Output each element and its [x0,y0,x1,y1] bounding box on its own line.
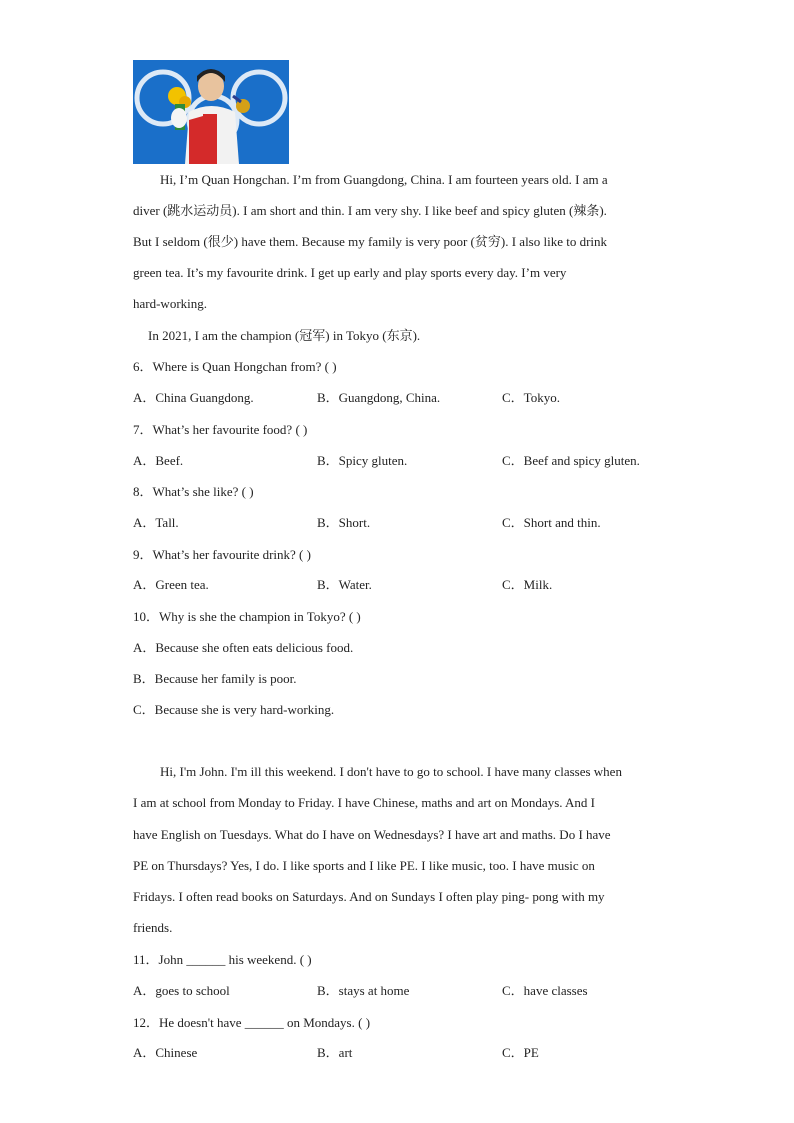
q7-option-c[interactable]: C．Beef and spicy gluten. [502,453,640,468]
passage2-line-2: I am at school from Monday to Friday. I have Chinese, maths and art on Mondays. And I [133,795,596,810]
question-9: 9．What’s her favourite drink? ( ) [133,547,311,562]
q7-option-a[interactable]: A．Beef. [133,453,184,468]
question-6: 6．Where is Quan Hongchan from? ( ) [133,359,337,374]
q6-option-b[interactable]: B．Guangdong, China. [317,390,441,405]
q8-option-c[interactable]: C．Short and thin. [502,515,601,530]
q6-option-c[interactable]: C．Tokyo. [502,390,560,405]
q7-option-b[interactable]: B．Spicy gluten. [317,453,408,468]
q11-option-c[interactable]: C．have classes [502,983,588,998]
passage2-line-3: have English on Tuesdays. What do I have on Wednesdays? I have art and maths. Do I have [133,827,611,842]
q8-option-a[interactable]: A．Tall. [133,515,179,530]
q12-option-b[interactable]: B．art [317,1045,353,1060]
question-12: 12．He doesn't have ______ on Mondays. ( ) [133,1015,371,1030]
q10-option-a[interactable]: A．Because she often eats delicious food. [133,640,354,655]
question-10: 10．Why is she the champion in Tokyo? ( ) [133,609,361,624]
q9-option-b[interactable]: B．Water. [317,577,372,592]
passage1-line-2: diver (跳水运动员). I am short and thin. I am very shy. I like beef and spicy gluten (辣条). [133,203,607,218]
q12-option-a[interactable]: A．Chinese [133,1045,198,1060]
q11-option-b[interactable]: B．stays at home [317,983,410,998]
question-8: 8．What’s she like? ( ) [133,484,254,499]
passage2-line-6: friends. [133,920,173,935]
q12-option-c[interactable]: C．PE [502,1045,539,1060]
passage1-line-5: hard-working. [133,296,208,311]
q9-option-a[interactable]: A．Green tea. [133,577,209,592]
q8-option-b[interactable]: B．Short. [317,515,371,530]
q10-option-c[interactable]: C．Because she is very hard-working. [133,702,335,717]
passage1-line-4: green tea. It’s my favourite drink. I get up early and play sports every day. I’m very [133,265,567,280]
q11-option-a[interactable]: A．goes to school [133,983,230,998]
q9-option-c[interactable]: C．Milk. [502,577,553,592]
question-11: 11．John ______ his weekend. ( ) [133,952,312,967]
diver-photo [133,60,289,164]
q6-option-a[interactable]: A．China Guangdong. [133,390,254,405]
passage2-line-1: Hi, I'm John. I'm ill this weekend. I don't have to go to school. I have many classes when [160,764,622,779]
passage1-line-3: But I seldom (很少) have them. Because my family is very poor (贫穷). I also like to drink [133,234,608,249]
q10-option-b[interactable]: B．Because her family is poor. [133,671,297,686]
passage2-line-5: Fridays. I often read books on Saturdays. And on Sundays I often play ping- pong with my [133,889,605,904]
question-7: 7．What’s her favourite food? ( ) [133,422,308,437]
passage1-line-6: In 2021, I am the champion (冠军) in Tokyo (东京). [148,328,421,343]
passage1-line-1: Hi, I’m Quan Hongchan. I’m from Guangdong, China. I am fourteen years old. I am a [160,172,608,187]
passage2-line-4: PE on Thursdays? Yes, I do. I like sports and I like PE. I like music, too. I have music on [133,858,595,873]
